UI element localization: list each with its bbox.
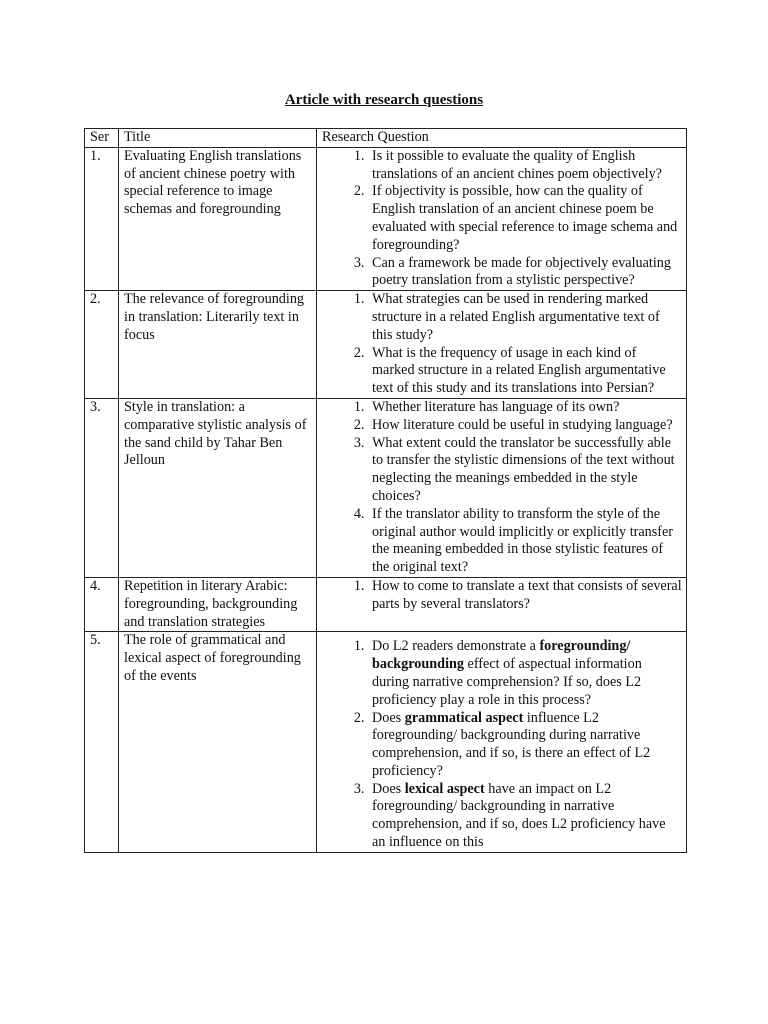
row-questions-cell [317, 291, 687, 399]
question-text: What is the frequency of usage in each kind of marked structure in a related English argumentative text of this study and its translations into Persian? [372, 344, 666, 397]
header-ser: Ser [85, 129, 119, 148]
question-text: How literature could be useful in studying language? [372, 416, 673, 433]
page-title: Article with research questions [284, 92, 484, 108]
row-title-cell: Style in translation: a comparative stylistic analysis of the sand child by Tahar Ben Jelloun [119, 398, 317, 577]
row-title-cell: The relevance of foregrounding in translation: Literarily text in focus [119, 291, 317, 399]
table-body [85, 147, 687, 852]
row-ser-cell: 4. [85, 577, 119, 631]
table-header-row [85, 129, 687, 148]
question-text: If objectivity is possible, how can the quality of English translation of an ancient chinese poem be evaluated with special reference to image schema and foregrounding? [372, 183, 678, 253]
research-question-list [322, 578, 682, 614]
question-emphasis: grammatical aspect [404, 709, 524, 726]
research-question-item [368, 638, 682, 709]
research-question-item [368, 345, 682, 398]
header-title: Title [119, 129, 317, 148]
question-text: Does [372, 709, 405, 726]
question-text: Is it possible to evaluate the quality of English translations of an ancient chines poem objectively? [372, 147, 662, 182]
table-row [85, 398, 687, 577]
table-row [85, 147, 687, 290]
header-research-question: Research Question [317, 129, 687, 148]
table-row [85, 291, 687, 399]
question-text: What strategies can be used in rendering marked structure in a related English argumentative text of this study? [372, 291, 660, 343]
row-ser-cell: 5. [85, 632, 119, 853]
question-emphasis: lexical aspect [404, 780, 485, 797]
row-questions-cell [317, 632, 687, 853]
question-text: What extent could the translator be successfully able to transfer the stylistic dimensions of the text without neglecting the meanings embedded in the style choices? [372, 434, 675, 504]
row-questions-cell [317, 398, 687, 577]
row-ser-cell: 2. [85, 291, 119, 399]
research-question-item [368, 781, 682, 852]
row-ser-cell: 3. [85, 398, 119, 577]
question-text: Does [372, 780, 405, 797]
research-question-list [322, 291, 682, 398]
question-text: effect of aspectual information during narrative comprehension? If so, does L2 proficiency play a role in this process? [372, 656, 642, 708]
row-title-cell: The role of grammatical and lexical aspect of foregrounding of the events [119, 632, 317, 853]
question-text: have an impact on L2 foregrounding/ backgrounding in narrative comprehension, and if so, does L2 proficiency have an influence on this [372, 780, 666, 851]
question-text: Do L2 readers demonstrate a [372, 638, 540, 655]
row-title-cell: Repetition in literary Arabic: foregrounding, backgrounding and translation strategies [119, 577, 317, 631]
research-question-item [368, 148, 682, 184]
row-ser-cell: 1. [85, 147, 119, 290]
research-question-item [368, 578, 682, 614]
question-text: Can a framework be made for objectively evaluating poetry translation from a stylistic perspective? [372, 254, 671, 289]
row-questions-cell [317, 577, 687, 631]
question-text: influence L2 foregrounding/ backgrounding during narrative comprehension, and if so, is there an effect of L2 proficiency? [372, 709, 651, 779]
question-text: If the translator ability to transform the style of the original author would implicitly or explicitly transfer the meaning embedded in those stylistic features of the original text? [372, 505, 674, 576]
research-question-item [368, 710, 682, 781]
research-table [84, 128, 687, 853]
table-row [85, 577, 687, 631]
question-emphasis: foregrounding/ backgrounding [372, 638, 631, 673]
research-question-item [368, 399, 682, 417]
question-text: Whether literature has language of its own? [372, 398, 620, 415]
research-question-item [368, 291, 682, 344]
row-questions-cell [317, 147, 687, 290]
table-row [85, 632, 687, 853]
research-question-item [368, 506, 682, 577]
row-title-cell: Evaluating English translations of ancient chinese poetry with special reference to image schemas and foregrounding [119, 147, 317, 290]
research-question-item [368, 435, 682, 506]
research-question-list [322, 638, 682, 852]
research-question-item [368, 417, 682, 435]
question-text: How to come to translate a text that consists of several parts by several translators? [372, 577, 682, 612]
research-question-list [322, 148, 682, 290]
research-question-item [368, 183, 682, 254]
research-question-list [322, 399, 682, 577]
research-question-item [368, 255, 682, 291]
